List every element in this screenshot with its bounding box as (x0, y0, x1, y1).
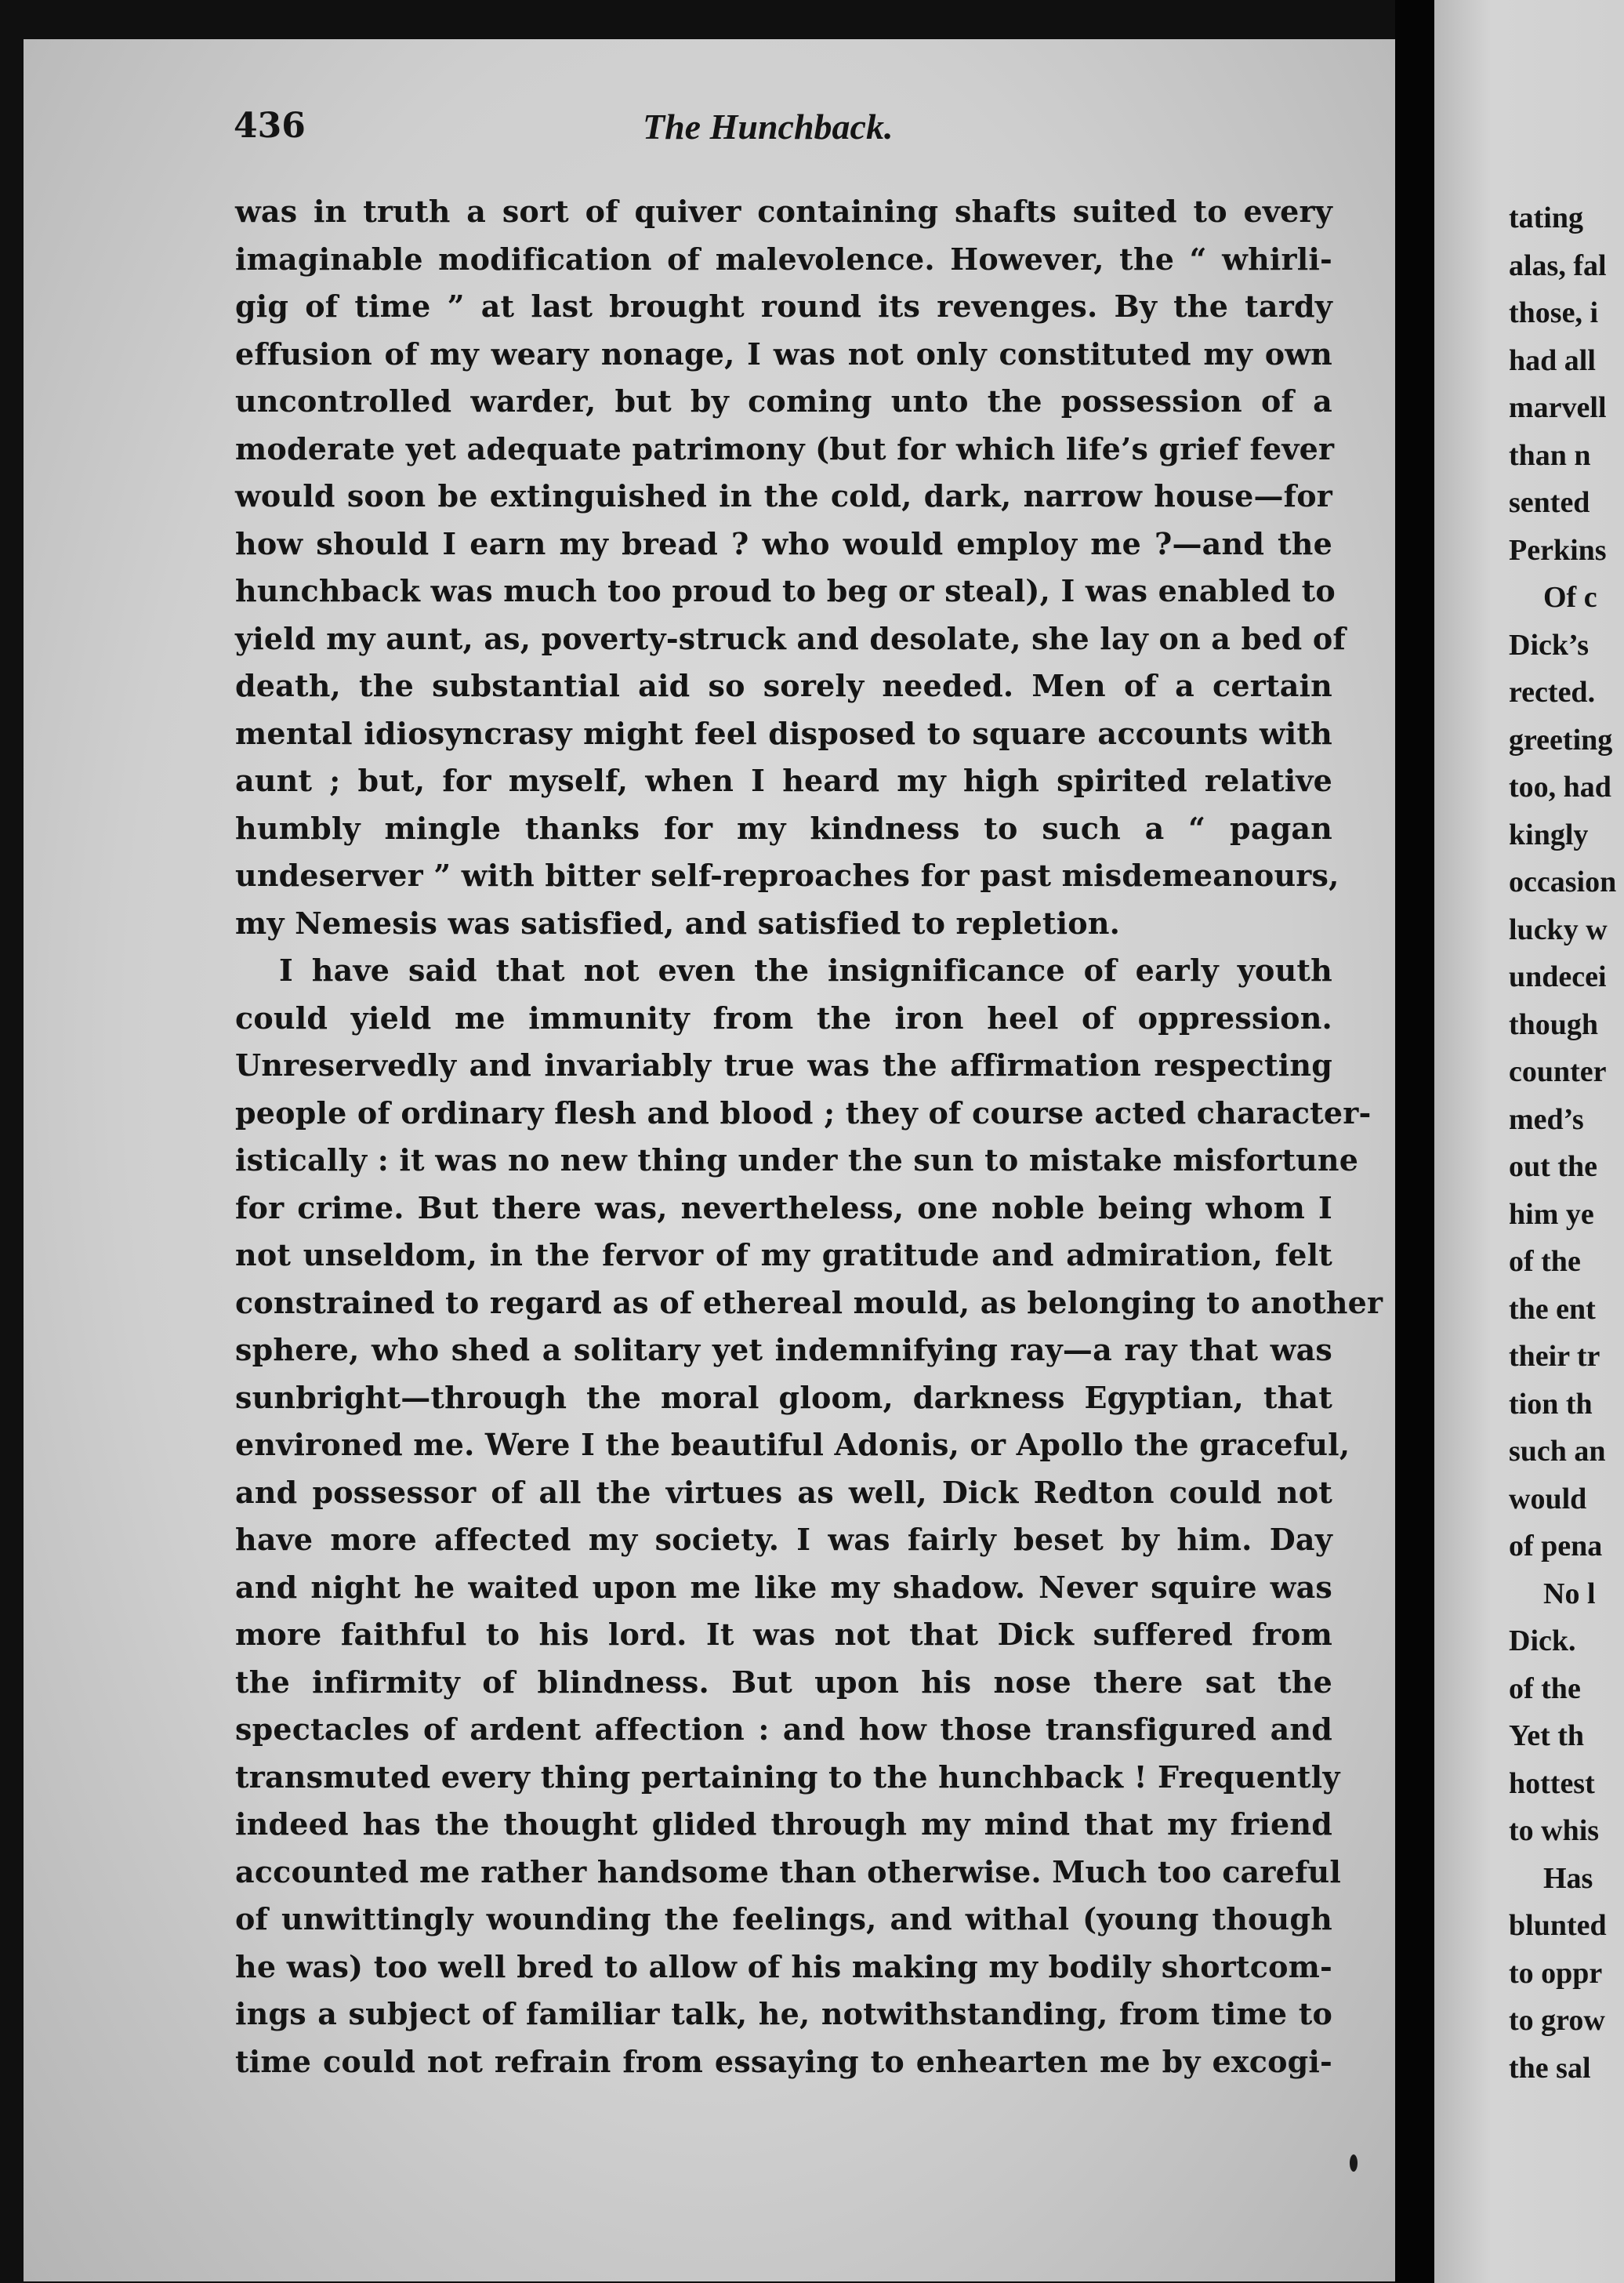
facing-text-line: lucky w (1509, 913, 1608, 946)
text-line: people of ordinary flesh and blood ; they of course acted character- (235, 1094, 1372, 1131)
text-line: time could not refrain from essaying to enhearten me by excogi- (235, 2043, 1332, 2079)
text-line: and possessor of all the virtues as well, Dick Redton could not (235, 1474, 1332, 1510)
facing-text-line: to grow (1509, 2004, 1605, 2037)
facing-text-line: alas, fal (1509, 249, 1607, 282)
text-line: uncontrolled warder, but by coming unto the possession of a (235, 383, 1332, 419)
facing-text-line: Has (1543, 1861, 1593, 1895)
running-head: The Hunchback. (643, 107, 894, 147)
facing-text-line: too, had (1509, 771, 1611, 804)
text-line: environed me. Were I the beautiful Adonis, or Apollo the graceful, (235, 1427, 1350, 1462)
facing-text-line: the ent (1509, 1292, 1596, 1326)
facing-text-line: him ye (1509, 1197, 1594, 1231)
facing-text-line: Of c (1543, 581, 1597, 614)
facing-text-line: greeting (1509, 723, 1613, 757)
facing-text-line: their tr (1509, 1340, 1600, 1373)
text-line: ings a subject of familiar talk, he, notwithstanding, from time to (235, 1996, 1332, 2031)
facing-text-line: those, i (1509, 296, 1598, 329)
text-line: more faithful to his lord. It was not that Dick suffered from (235, 1617, 1332, 1652)
facing-text-line: than n (1509, 438, 1591, 472)
facing-text-line: Perkins (1509, 533, 1607, 567)
text-line: spectacles of ardent affection : and how those transfigured and (235, 1711, 1332, 1747)
text-line: hunchback was much too proud to beg or steal), I was enabled to (235, 573, 1336, 608)
facing-text-line: Dick. (1509, 1624, 1576, 1657)
facing-text-line: of pena (1509, 1530, 1603, 1563)
text-line: and night he waited upon me like my shadow. Never squire was (235, 1569, 1332, 1605)
text-line: istically : it was no new thing under the sun to mistake misfortune (235, 1142, 1359, 1178)
text-line: have more affected my society. I was fairly beset by him. Day (235, 1522, 1332, 1557)
facing-text-line: would (1509, 1482, 1587, 1515)
text-line: could yield me immunity from the iron heel of oppression. (235, 1000, 1332, 1036)
text-line: for crime. But there was, nevertheless, one noble being whom I (235, 1189, 1332, 1225)
text-line: imaginable modification of malevolence. However, the “ whirli- (235, 241, 1332, 277)
facing-text-line: sented (1509, 486, 1590, 519)
text-line: accounted me rather handsome than otherwise. Much too careful (235, 1853, 1341, 1889)
text-line: indeed has the thought glided through my mind that my friend (235, 1806, 1332, 1842)
facing-text-line: though (1509, 1007, 1599, 1041)
facing-text-line: out the (1509, 1150, 1597, 1183)
text-line: of unwittingly wounding the feelings, and withal (young though (235, 1901, 1332, 1936)
facing-text-line: to oppr (1509, 1956, 1603, 1990)
text-line: gig of time ” at last brought round its revenges. By the tardy (235, 289, 1332, 324)
text-line: humbly mingle thanks for my kindness to such a “ pagan (235, 810, 1332, 846)
facing-text-line: marvell (1509, 391, 1607, 424)
facing-text-line: such an (1509, 1435, 1606, 1468)
text-line: how should I earn my bread ? who would employ me ?—and the (235, 525, 1332, 561)
text-line: the infirmity of blindness. But upon his nose there sat the (235, 1664, 1332, 1700)
facing-text-line: the sal (1509, 2051, 1591, 2085)
text-line: my Nemesis was satisfied, and satisfied to repletion. (235, 905, 1121, 941)
facing-text-line: undecei (1509, 960, 1607, 993)
text-line: mental idiosyncrasy might feel disposed to square accounts with (235, 715, 1332, 751)
text-line: yield my aunt, as, poverty-struck and desolate, she lay on a bed of (235, 620, 1346, 656)
facing-text-line: occasion (1509, 866, 1617, 898)
facing-text-line: tion th (1509, 1387, 1593, 1421)
facing-text-line: blunted (1509, 1909, 1607, 1942)
facing-text-line: hottest (1509, 1766, 1595, 1800)
text-line: moderate yet adequate patrimony (but for which life’s grief fever (235, 430, 1335, 466)
text-line: aunt ; but, for myself, when I heard my high spirited relative (235, 763, 1332, 798)
facing-text-line: No l (1543, 1577, 1596, 1610)
facing-text-line: had all (1509, 343, 1596, 377)
facing-text-line: Dick’s (1509, 628, 1590, 662)
text-line: he was) too well bred to allow of his making my bodily shortcom- (235, 1948, 1332, 1984)
facing-text-line: med’s (1509, 1102, 1584, 1136)
text-line: undeserver ” with bitter self-reproaches for past misdemeanours, (235, 858, 1339, 893)
text-line: sphere, who shed a solitary yet indemnifying ray—a ray that was (235, 1332, 1332, 1367)
facing-text-line: tating (1509, 201, 1583, 234)
text-line: sunbright—through the moral gloom, darkness Egyptian, that (235, 1379, 1332, 1415)
facing-text-line: counter (1509, 1055, 1607, 1088)
facing-text-line: rected. (1509, 676, 1596, 709)
text-line: death, the substantial aid so sorely needed. Men of a certain (235, 668, 1332, 703)
text-line: would soon be extinguished in the cold, dark, narrow house—for (235, 478, 1332, 514)
text-line: not unseldom, in the fervor of my gratitude and admiration, felt (235, 1237, 1332, 1272)
facing-text-line: to whis (1509, 1814, 1600, 1847)
scan-speck (1350, 2154, 1358, 2172)
text-line: I have said that not even the insignificance of early youth (279, 953, 1332, 988)
text-line: Unreservedly and invariably true was the affirmation respecting (235, 1047, 1332, 1083)
facing-text-line: of the (1509, 1671, 1581, 1705)
page-header (212, 106, 1340, 153)
body-text (235, 188, 1383, 2085)
facing-text-line: of the (1509, 1245, 1581, 1278)
text-line: constrained to regard as of ethereal mould, as belonging to another (235, 1284, 1383, 1320)
facing-text-line: kingly (1509, 818, 1589, 851)
book-gutter (1395, 0, 1434, 2283)
text-line: was in truth a sort of quiver containing shafts suited to every (235, 194, 1332, 229)
page-number: 436 (234, 106, 306, 146)
facing-text-line: Yet th (1509, 1719, 1585, 1752)
text-line: effusion of my weary nonage, I was not only constituted my own (235, 336, 1332, 372)
facing-page-text (1509, 194, 1616, 2092)
text-line: transmuted every thing pertaining to the hunchback ! Frequently (235, 1759, 1340, 1795)
